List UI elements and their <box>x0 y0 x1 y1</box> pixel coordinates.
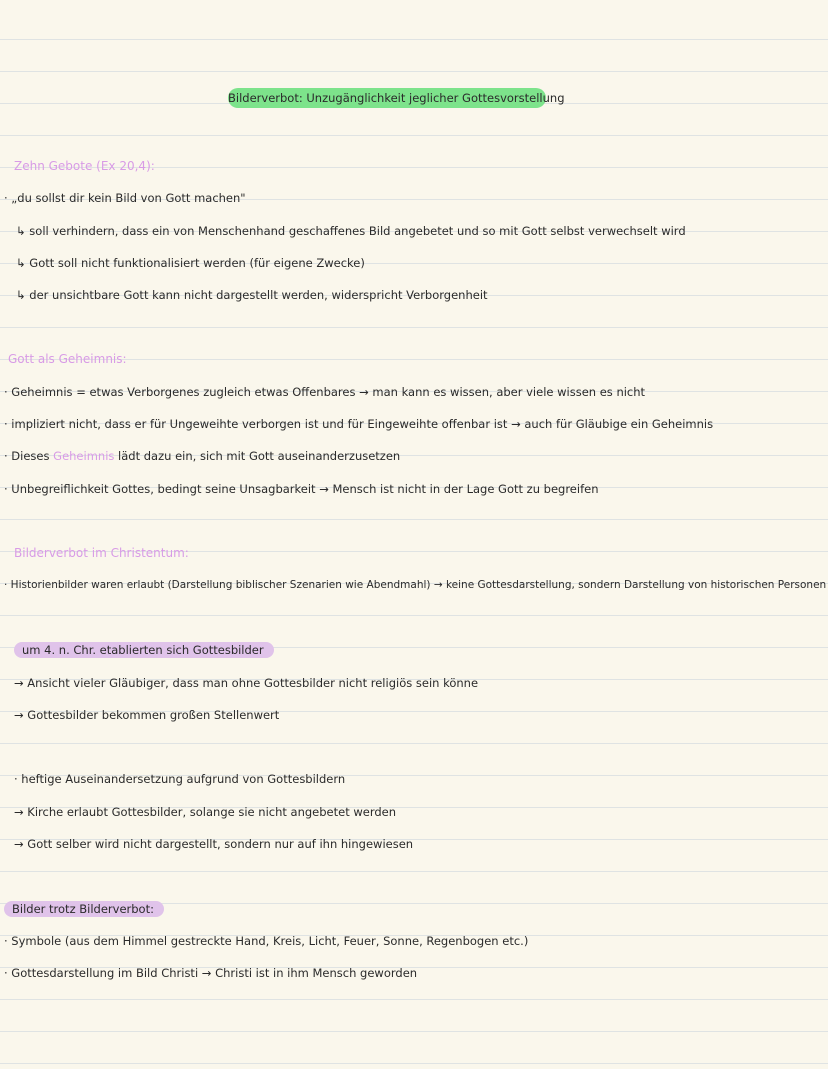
text-line: → Kirche erlaubt Gottesbilder, solange sie nicht angebetet werden <box>14 805 397 819</box>
text-line <box>4 448 400 464</box>
highlighted-heading: Bilder trotz Bilderverbot: <box>4 901 164 917</box>
text-line: ↳ der unsichtbare Gott kann nicht dargestellt werden, widerspricht Verborgenheit <box>16 288 488 302</box>
text-line: ↳ Gott soll nicht funktionalisiert werden (für eigene Zwecke) <box>16 256 365 270</box>
text-line: · Gottesdarstellung im Bild Christi → Christi ist in ihm Mensch geworden <box>4 966 418 980</box>
text-line: · „du sollst dir kein Bild von Gott machen" <box>4 191 246 205</box>
text-line: → Gott selber wird nicht dargestellt, sondern nur auf ihn hingewiesen <box>14 837 414 851</box>
section-heading-gott-als-geheimnis: Gott als Geheimnis: <box>8 352 127 366</box>
text-line: → Gottesbilder bekommen großen Stellenwert <box>14 708 280 722</box>
text-line: ↳ soll verhindern, dass ein von Menschenhand geschaffenes Bild angebetet und so mit Gott selbst verwechselt wird <box>16 224 686 238</box>
text-line <box>14 642 274 658</box>
highlighted-line: um 4. n. Chr. etablierten sich Gottesbilder <box>14 642 274 658</box>
text-segment: lädt dazu ein, sich mit Gott auseinanderzusetzen <box>118 449 401 463</box>
section-heading-bilder-trotz-bilderverbot <box>4 901 164 917</box>
text-line: · heftige Auseinandersetzung aufgrund von Gottesbildern <box>14 772 346 786</box>
section-heading-zehn-gebote: Zehn Gebote (Ex 20,4): <box>14 159 155 173</box>
text-line: · Unbegreiflichkeit Gottes, bedingt seine Unsagbarkeit → Mensch ist nicht in der Lage Gott zu begreifen <box>4 482 599 496</box>
text-line: · Symbole (aus dem Himmel gestreckte Hand, Kreis, Licht, Feuer, Sonne, Regenbogen etc.) <box>4 934 529 948</box>
text-line: · impliziert nicht, dass er für Ungeweihte verborgen ist und für Eingeweihte offenbar ist → auch für Gläubige ein Geheimnis <box>4 417 714 431</box>
section-heading-christentum: Bilderverbot im Christentum: <box>14 546 189 560</box>
page-title: Bilderverbot: Unzugänglichkeit jeglicher Gottesvorstellung <box>228 88 546 108</box>
text-segment: · Dieses <box>4 449 50 463</box>
highlighted-word: Geheimnis <box>53 449 115 463</box>
text-line: → Ansicht vieler Gläubiger, dass man ohne Gottesbilder nicht religiös sein könne <box>14 676 479 690</box>
text-line: · Geheimnis = etwas Verborgenes zugleich etwas Offenbares → man kann es wissen, aber viele wissen es nicht <box>4 385 646 399</box>
text-line: · Historienbilder waren erlaubt (Darstellung biblischer Szenarien wie Abendmahl) → keine Gottesdarstellung, sondern Darstellung von historischen Personen <box>4 579 827 591</box>
